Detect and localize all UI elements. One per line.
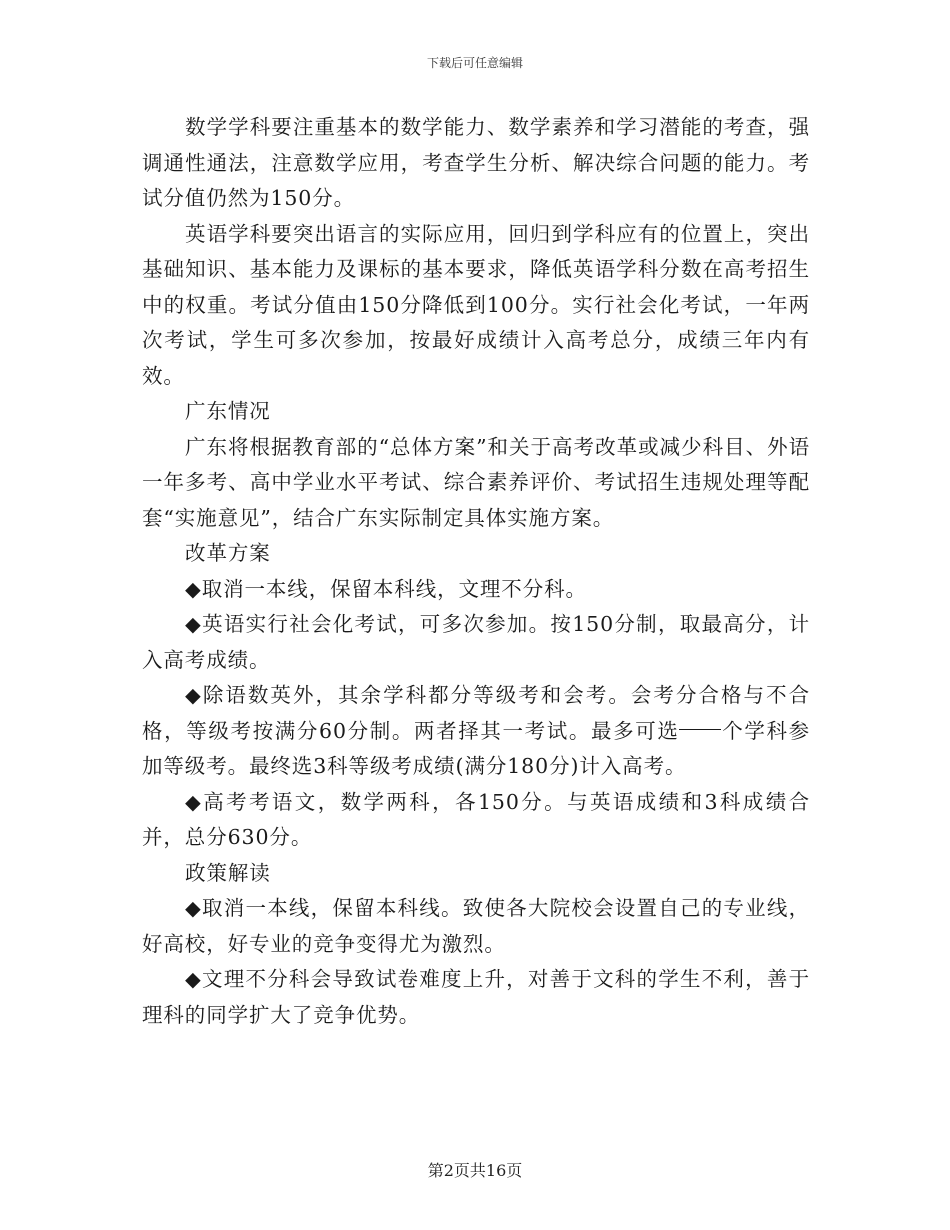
paragraph-english: 英语学科要突出语言的实际应用，回归到学科应有的位置上，突出基础知识、基本能力及课标的基本要求，降低英语学科分数在高考招生中的权重。考试分值由150分降低到100分。实行社会化考试，一年两次考试，学生可多次参加，按最好成绩计入高考总分，成绩三年内有效。 bbox=[142, 221, 810, 388]
section-heading-guangdong: 广东情况 bbox=[185, 399, 271, 423]
bullet-chinese-math: ◆高考考语文，数学两科，各150分。与英语成绩和3科成绩合并，总分630分。 bbox=[142, 789, 810, 849]
bullet-graded-exam-end: 个学科参加等级考。最终选3科等级考成绩(满分180分)计入高考。 bbox=[142, 718, 810, 778]
page-number: 第2页共16页 bbox=[427, 1161, 523, 1180]
paragraph-guangdong-plan: 广东将根据教育部的“总体方案”和关于高考改革或减少科目、外语一年多考、高中学业水平考试、综合素养评价、考试招生违规处理等配套“实施意见”，结合广东实际制定具体实施方案。 bbox=[142, 434, 810, 530]
bullet-graded-exam-start: ◆除语数英外，其余学科都分等级考和会考。会考分合格与不合格，等级考按满分60分制。两者择其一考试。最多可选 bbox=[142, 683, 810, 743]
bullet-english-exam: ◆英语实行社会化考试，可多次参加。按150分制，取最高分，计入高考成绩。 bbox=[142, 612, 810, 672]
document-body bbox=[142, 110, 810, 1033]
bullet-cancel-first-tier: ◆取消一本线，保留本科线，文理不分科。 bbox=[185, 576, 587, 601]
paragraph-math: 数学学科要注重基本的数学能力、数学素养和学习潜能的考查，强调通性通法，注意数学应用，考查学生分析、解决综合问题的能力。考试分值仍然为150分。 bbox=[142, 115, 810, 210]
fill-in-blank bbox=[679, 728, 721, 730]
bullet-interpretation-first-tier: ◆取消一本线，保留本科线。致使各大院校会设置自己的专业线，好高校，好专业的竞争变得尤为激烈。 bbox=[142, 896, 810, 956]
section-heading-interpretation: 政策解读 bbox=[185, 860, 271, 885]
page-header: 下载后可任意编辑 bbox=[426, 56, 523, 70]
bullet-graded-exam bbox=[142, 678, 810, 785]
bullet-interpretation-no-streaming: ◆文理不分科会导致试卷难度上升，对善于文科的学生不利，善于理科的同学扩大了竞争优势。 bbox=[142, 967, 810, 1027]
section-heading-reform: 改革方案 bbox=[185, 541, 271, 565]
